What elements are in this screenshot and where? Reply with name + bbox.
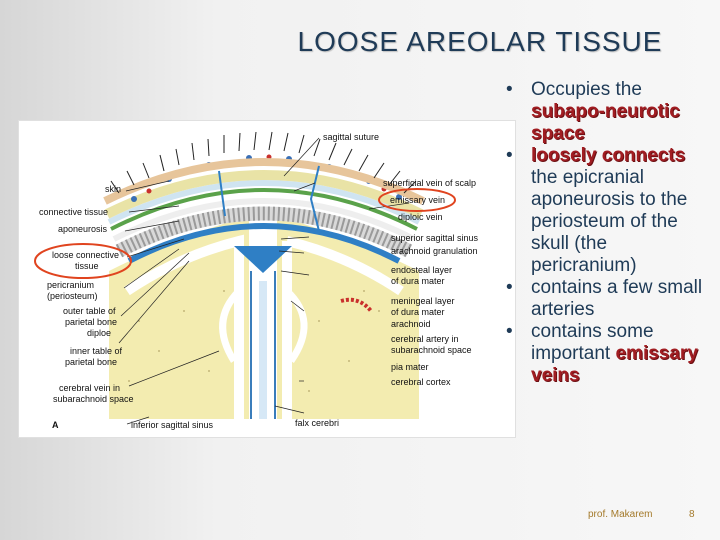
label-superior-sagittal-sinus: superior sagittal sinus	[391, 233, 479, 243]
label-cerebral-cortex: cerebral cortex	[391, 377, 451, 387]
bullet-text: the epicranial aponeurosis to the periosteum of the skull (the pericranium)	[531, 167, 688, 276]
label-aponeurosis: aponeurosis	[58, 224, 108, 234]
label-superficial-vein: superficial vein of scalp	[383, 178, 477, 188]
panel-letter: A	[52, 420, 59, 430]
label-meningeal-layer-2: of dura mater	[391, 307, 445, 317]
label-diploe: diploe	[87, 328, 112, 338]
label-pericranium: pericranium	[47, 280, 95, 290]
bullet-list	[502, 79, 712, 387]
slide-title: LOOSE AREOLAR TISSUE	[297, 26, 663, 57]
label-loose-connective-tissue: loose connective	[52, 250, 120, 260]
label-arachnoid: arachnoid	[391, 319, 431, 329]
label-inner-table: inner table of	[70, 346, 123, 356]
bullet-text: Occupies the	[531, 79, 642, 100]
label-skin: skin	[105, 184, 122, 194]
label-diploic-vein: diploic vein	[398, 212, 443, 222]
label-outer-table-2: parietal bone	[65, 317, 118, 327]
footer-author: prof. Makarem	[588, 509, 653, 520]
bullet-text: contains some important	[531, 321, 654, 364]
bullet-highlight-text: subapo-neurotic space	[531, 101, 680, 144]
bullet-highlight-text: loosely connects	[531, 145, 686, 166]
bullet-item	[502, 321, 712, 387]
label-arachnoid-granulation: arachnoid granulation	[391, 246, 478, 256]
bullet-item	[502, 277, 712, 321]
label-cerebral-artery-2: subarachnoid space	[391, 345, 472, 355]
label-cerebral-artery: cerebral artery in	[391, 334, 459, 344]
label-cerebral-vein: cerebral vein in	[59, 383, 121, 393]
scalp-cross-section-figure	[18, 120, 516, 438]
label-cerebral-vein-2: subarachnoid space	[53, 394, 134, 404]
label-connective-tissue: connective tissue	[39, 207, 109, 217]
page-number: 8	[689, 509, 695, 520]
label-pericranium-2: (periosteum)	[47, 291, 98, 301]
label-falx-cerebri: falx cerebri	[295, 418, 340, 428]
label-emissary-vein: emissary vein	[390, 195, 446, 205]
label-pia-mater: pia mater	[391, 362, 429, 372]
label-endosteal-layer: endosteal layer	[391, 265, 453, 275]
label-loose-connective-tissue-2: tissue	[75, 261, 99, 271]
bullet-text: contains a few small arteries	[531, 277, 703, 320]
bullet-item	[502, 145, 712, 277]
label-endosteal-layer-2: of dura mater	[391, 276, 445, 286]
bullet-highlight-text: emissary veins	[531, 343, 698, 386]
label-meningeal-layer: meningeal layer	[391, 296, 455, 306]
label-outer-table: outer table of	[63, 306, 116, 316]
label-sagittal-suture: sagittal suture	[323, 132, 380, 142]
label-inferior-sagittal-sinus: inferior sagittal sinus	[131, 420, 214, 430]
label-inner-table-2: parietal bone	[65, 357, 118, 367]
bullet-item	[502, 79, 712, 145]
